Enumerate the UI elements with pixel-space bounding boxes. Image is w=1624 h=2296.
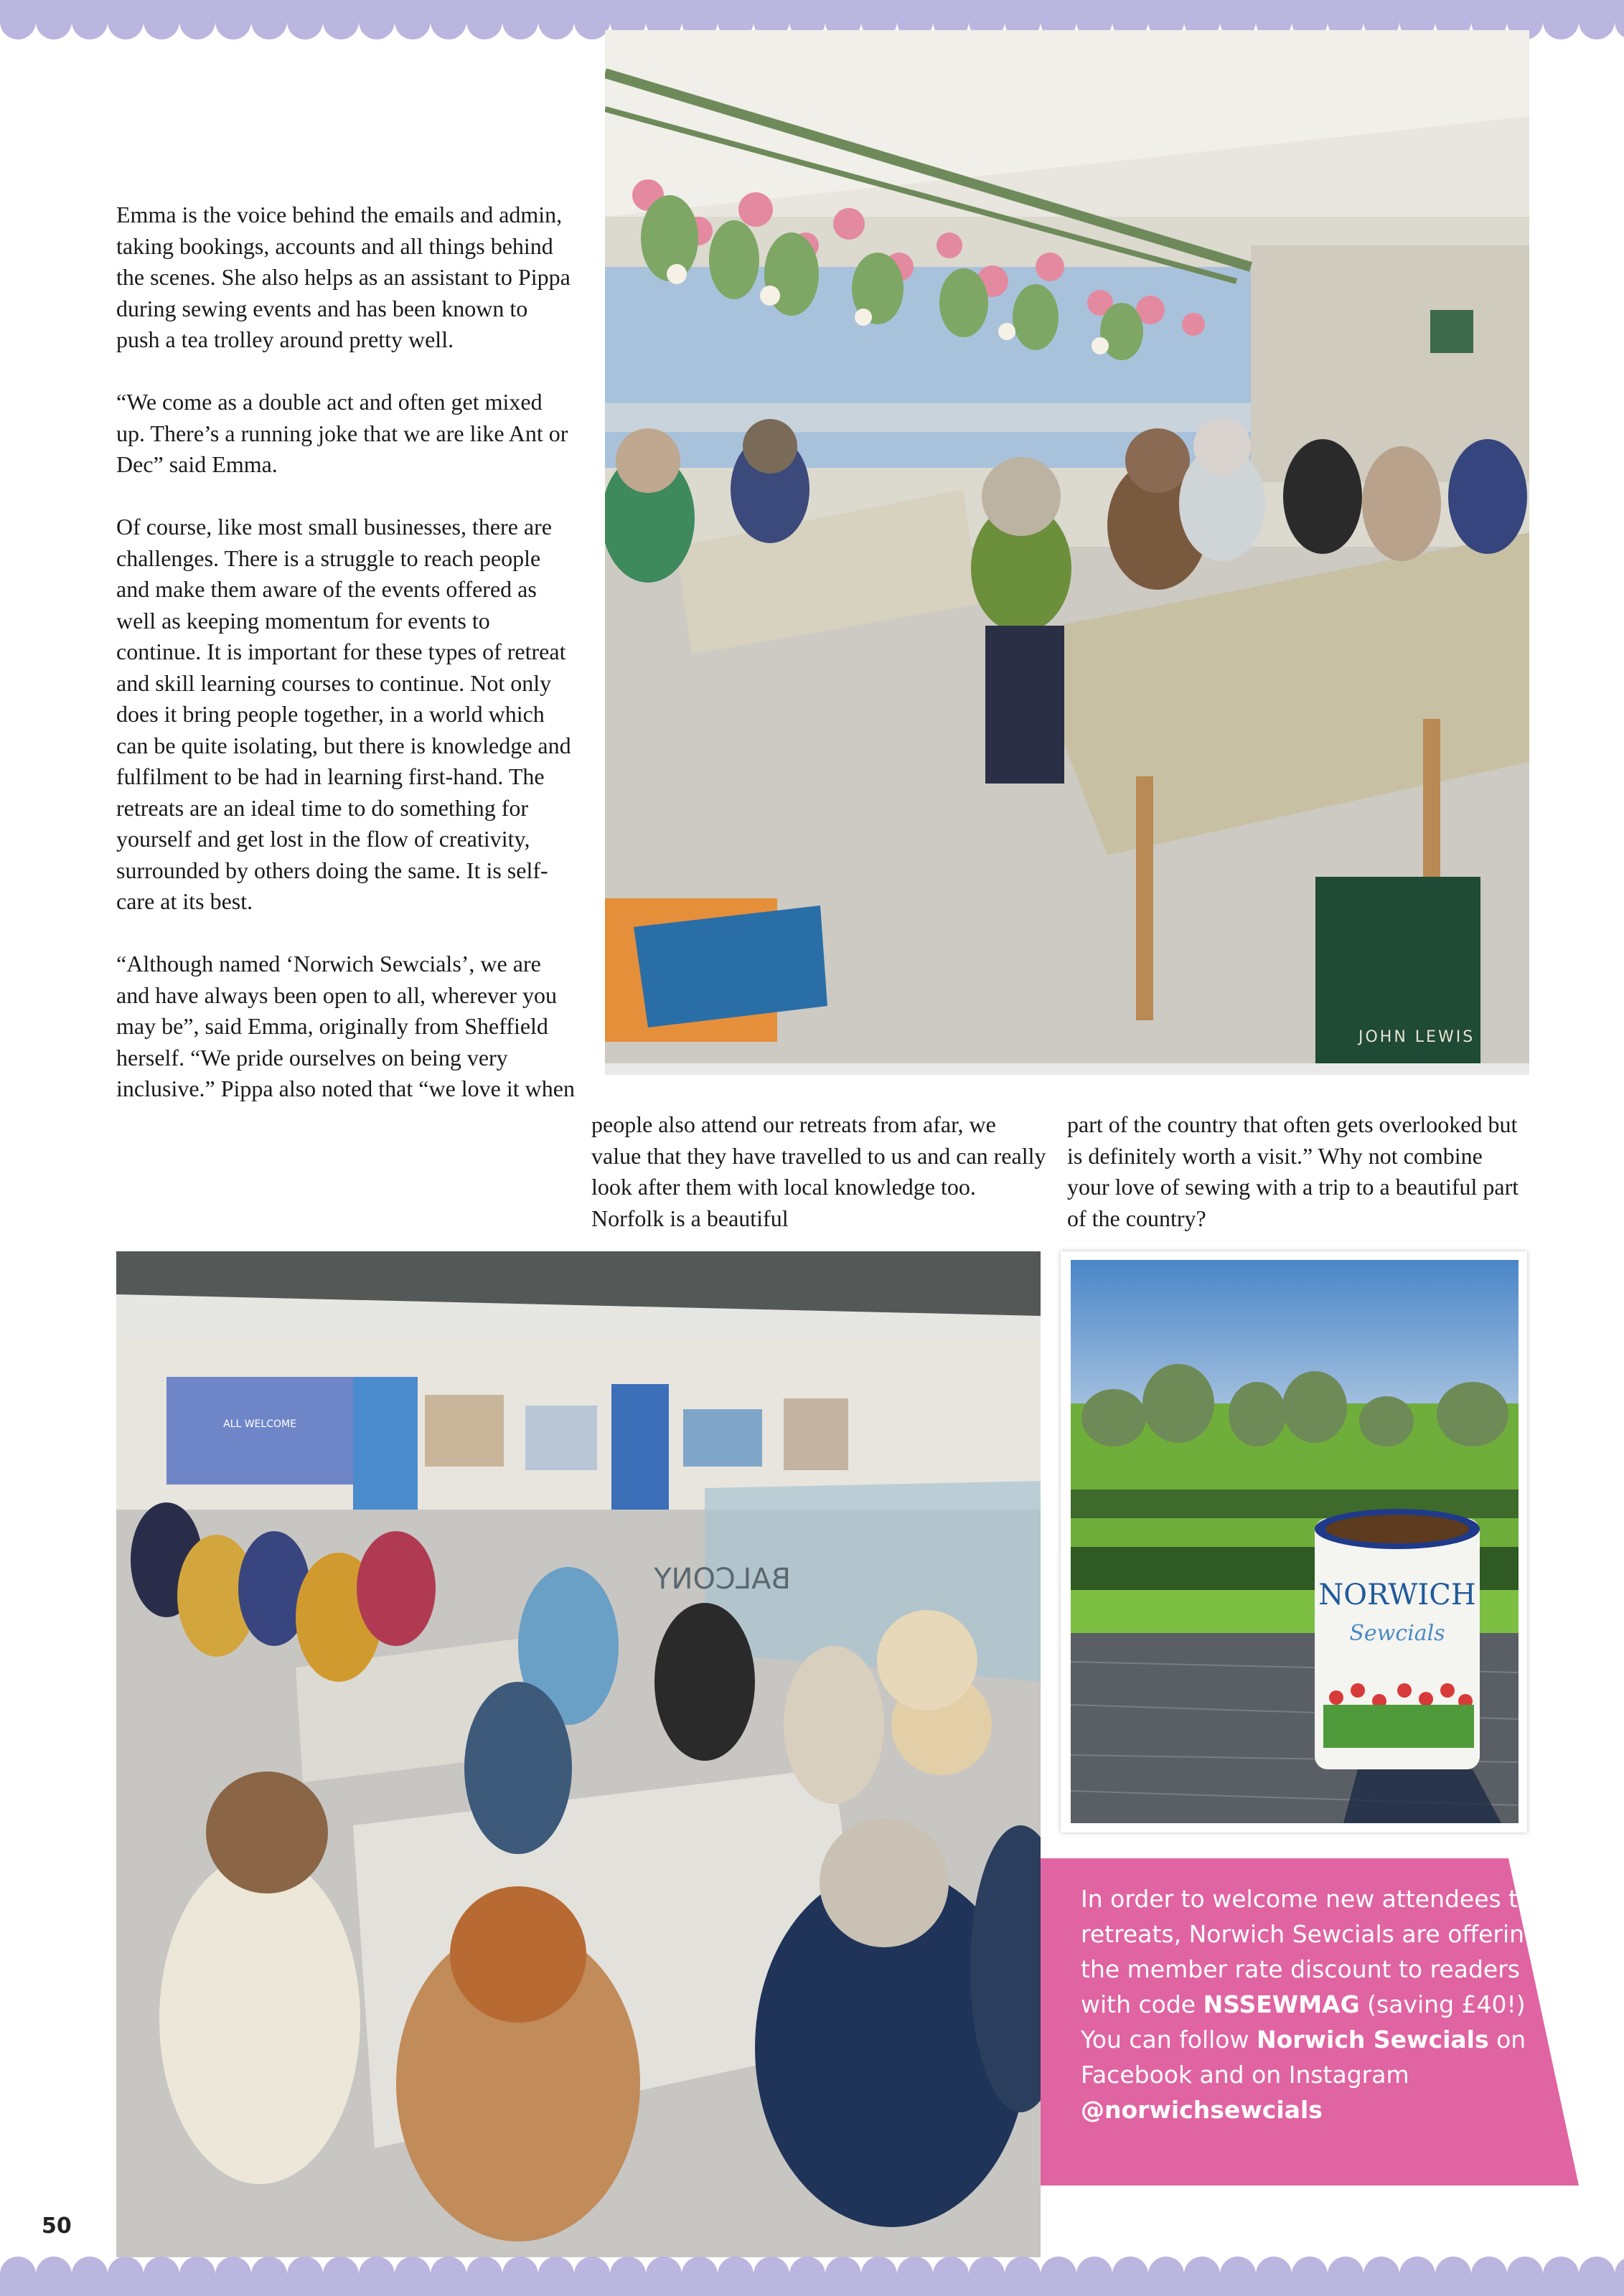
promo-text (1081, 1881, 1540, 2127)
balcony-mirror-text: BALCONY (654, 1563, 791, 1596)
paragraph-double-act: “We come as a double act and often get mixed up. There’s a running joke that we are like Ant or Dec” said Emma. (116, 389, 568, 477)
promo-saving: (saving £40!) (1367, 1990, 1526, 2018)
mug-text-sewcials: Sewcials (1349, 1621, 1445, 1646)
paragraph-afar: people also attend our retreats from afar, we value that they have travelled to us and can really look after them with local knowledge too. Norfolk is a beautiful (591, 1111, 1046, 1231)
page-number: 50 (42, 2213, 72, 2239)
bottom-scallop-border (0, 2256, 1624, 2296)
paragraph-challenges: Of course, like most small businesses, there are challenges. There is a struggle to reach people and make them aware of the events offered as well as keeping momentum for events to continue. It is important for these types of retreat and skill learning courses to continue. Not only does it bring people together, in a world which can be quite isolating, but there is knowledge and fulfilment to be had in learning first-hand. The retreats are an ideal time to do something for yourself and get lost in the flow of creativity, surrounded by others doing the same. It is self-care at its best. (116, 514, 571, 914)
promo-callout (1041, 1858, 1579, 2186)
article-column-1 (116, 199, 576, 1136)
workshop-photo-bottom (116, 1251, 1041, 2257)
screen-text: ALL WELCOME (223, 1418, 296, 1430)
workshop-photo-top (605, 30, 1529, 1075)
article-column-3 (1067, 1109, 1526, 1266)
mug-photo (1071, 1260, 1519, 1823)
paragraph-inclusive: “Although named ‘Norwich Sewcials’, we are and have always been open to all, wherever you may be”, said Emma, originally from Sheffield herself. “We pride ourselves on being very inclusive.” Pippa also noted that “we love it when (116, 951, 575, 1101)
promo-intro: In order to welcome new attendees to retreats, Norwich Sewcials are offering the member rate discount to readers with code (1081, 1885, 1540, 2018)
promo-instagram-handle: @norwichsewcials (1081, 2096, 1323, 2124)
promo-brand: Norwich Sewcials (1256, 2026, 1489, 2053)
promo-follow-mid: on Facebook and on Instagram (1081, 2026, 1526, 2089)
mug-text-norwich: NORWICH (1318, 1578, 1476, 1612)
promo-follow-prefix: You can follow (1081, 2026, 1249, 2053)
promo-code: NSSEWMAG (1203, 1990, 1360, 2018)
paragraph-norfolk: part of the country that often gets overlooked but is definitely worth a visit.” Why not combine your love of sewing with a trip to a beautiful part of the country? (1067, 1111, 1519, 1231)
bag-brand-text: JOHN LEWIS (1358, 1028, 1475, 1046)
paragraph-emma-role: Emma is the voice behind the emails and admin, taking bookings, accounts and all things behind the scenes. She also helps as an assistant to Pippa during sewing events and has been known to push a tea trolley around pretty well. (116, 202, 571, 352)
article-column-2 (591, 1109, 1051, 1266)
